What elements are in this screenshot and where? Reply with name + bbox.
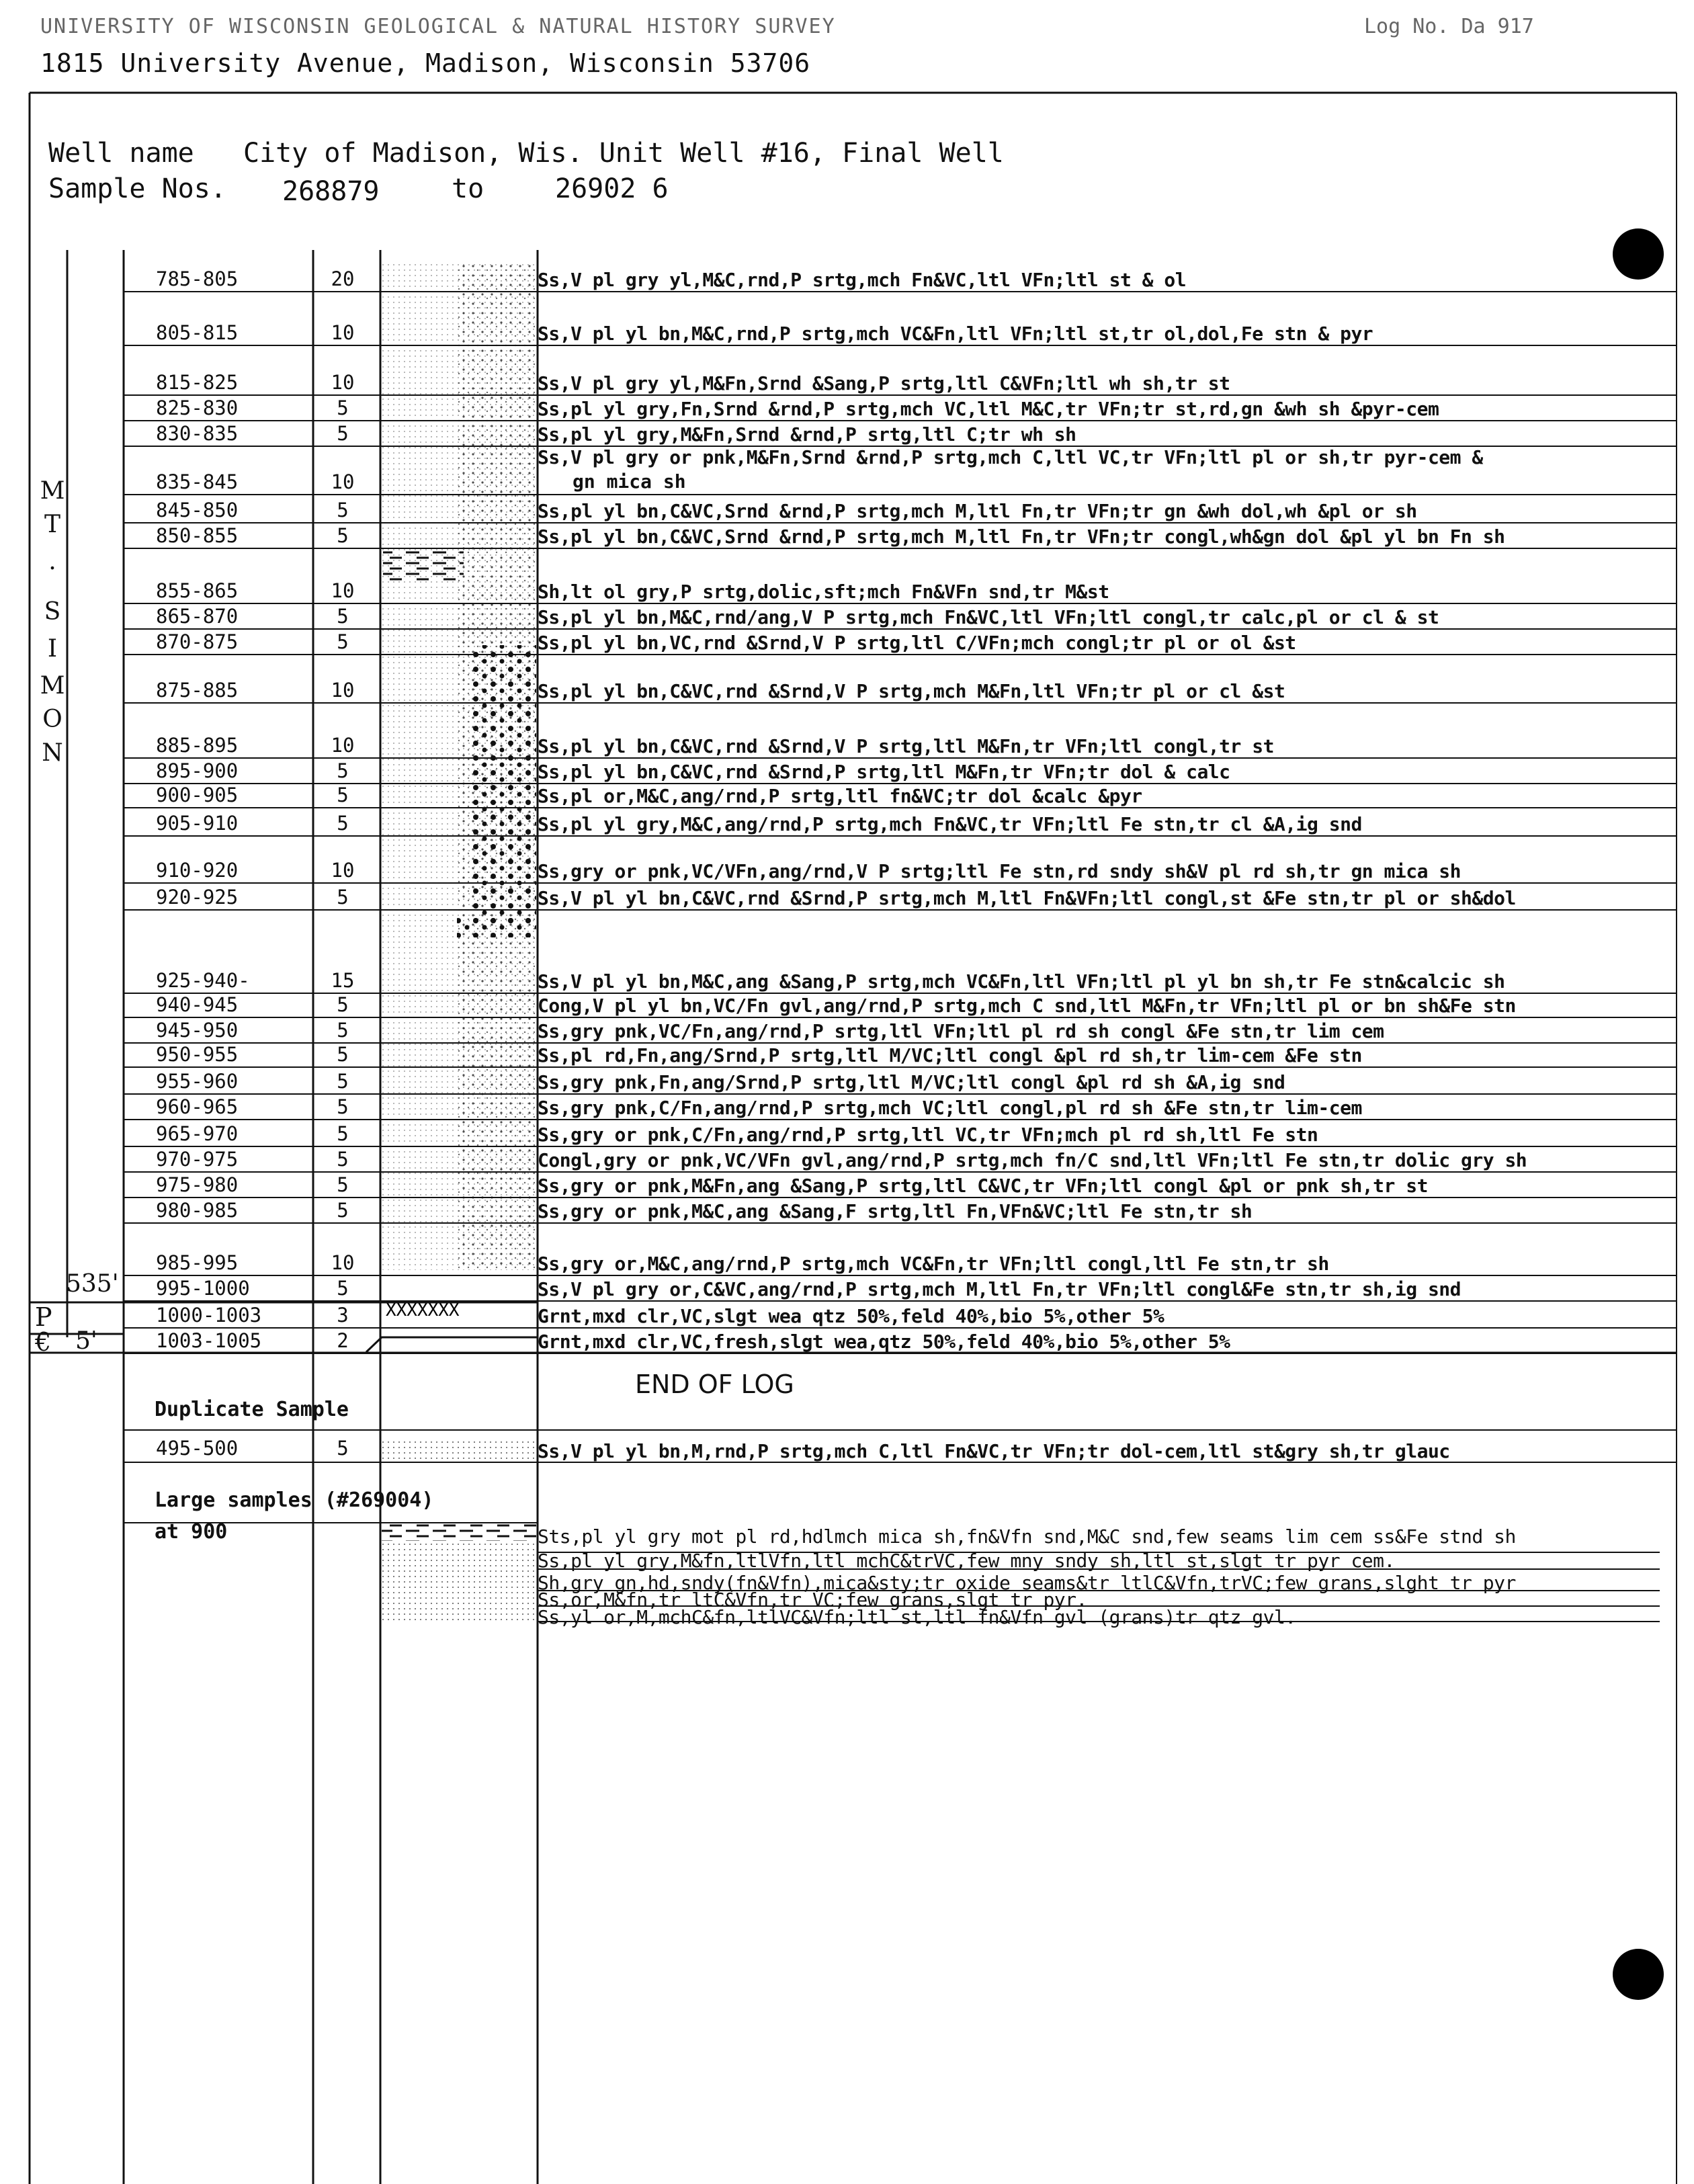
row-description: Ss,gry or pnk,M&C,ang &Sang,F srtg,ltl Fn,VFn&VC;ltl Fe stn,tr sh xyxy=(538,1200,1253,1222)
row-thickness: 15 xyxy=(331,969,355,992)
institution-header: UNIVERSITY OF WISCONSIN GEOLOGICAL & NATURAL HISTORY SURVEY xyxy=(40,15,836,38)
row-thickness: 10 xyxy=(331,679,355,702)
row-thickness: 5 xyxy=(337,524,349,547)
row-thickness: 5 xyxy=(337,1043,349,1066)
row-thickness: 3 xyxy=(337,1304,349,1327)
row-thickness: 5 xyxy=(337,1019,349,1042)
row-thickness: 5 xyxy=(337,1095,349,1118)
row-depth: 850-855 xyxy=(156,524,239,547)
row-depth: 985-995 xyxy=(156,1251,239,1274)
large-sample-line: Ss,yl or,M,mchC&fn,ltlVC&Vfn;ltl st,ltl fn&Vfn gvl (grans)tr qtz gvl. xyxy=(538,1606,1296,1628)
formation-letter: M xyxy=(40,477,65,505)
row-depth: 845-850 xyxy=(156,499,239,521)
row-depth: 835-845 xyxy=(156,470,239,493)
row-description: Ss,V pl yl bn,C&VC,rnd &Srnd,P srtg,mch M,ltl Fn&VFn;ltl congl,st &Fe stn,tr pl or sh&dol xyxy=(538,887,1516,909)
large-sample-line: Sh,gry gn,hd,sndy(fn&Vfn),mica&sty;tr oxide seams&tr ltlC&Vfn,trVC;few grans,slght tr pyr xyxy=(538,1572,1516,1594)
row-depth: 1000-1003 xyxy=(156,1304,262,1327)
log-number: Log No. Da 917 xyxy=(1364,15,1534,38)
row-depth: 895-900 xyxy=(156,759,239,782)
precambrian-p: P xyxy=(35,1302,52,1332)
sample-to-word: to xyxy=(452,173,484,204)
formation-letter: N xyxy=(42,739,63,767)
formation-letter: . xyxy=(48,548,56,575)
row-depth: 950-955 xyxy=(156,1043,239,1066)
row-description: Ss,gry pnk,VC/Fn,ang/rnd,P srtg,ltl VFn;ltl pl rd sh congl &Fe stn,tr lim cem xyxy=(538,1020,1384,1042)
row-thickness: 5 xyxy=(337,422,349,445)
row-depth: 805-815 xyxy=(156,321,239,344)
duplicate-sample-label: Duplicate Sample xyxy=(155,1398,349,1421)
row-description: Ss,V pl yl bn,M&C,ang &Sang,P srtg,mch VC&Fn,ltl VFn;ltl pl yl bn sh,tr Fe stn&calcic sh xyxy=(538,970,1505,993)
duplicate-thickness: 5 xyxy=(337,1437,349,1460)
row-depth: 905-910 xyxy=(156,812,239,835)
row-thickness: 10 xyxy=(331,579,355,602)
row-depth: 980-985 xyxy=(156,1199,239,1222)
row-description: Ss,pl yl bn,VC,rnd &Srnd,V P srtg,ltl C/VFn;mch congl;tr pl or ol &st xyxy=(538,632,1296,654)
row-thickness: 5 xyxy=(337,812,349,835)
row-thickness: 5 xyxy=(337,396,349,419)
row-depth: 900-905 xyxy=(156,784,239,806)
row-depth: 1003-1005 xyxy=(156,1329,262,1352)
row-thickness: 5 xyxy=(337,1070,349,1093)
row-description: Ss,pl yl gry,Fn,Srnd &rnd,P srtg,mch VC,ltl M&C,tr VFn;tr st,rd,gn &wh sh &pyr-cem xyxy=(538,398,1439,420)
well-name: City of Madison, Wis. Unit Well #16, Final Well xyxy=(243,138,1004,169)
formation-letter: M xyxy=(40,672,65,700)
formation-thickness: 535' xyxy=(66,1270,119,1298)
row-depth: 995-1000 xyxy=(156,1277,250,1300)
row-thickness: 10 xyxy=(331,734,355,757)
row-depth: 825-830 xyxy=(156,396,239,419)
row-thickness: 5 xyxy=(337,1148,349,1171)
row-thickness: 10 xyxy=(331,321,355,344)
row-description-cont: gn mica sh xyxy=(573,470,686,493)
row-description: Ss,pl yl bn,M&C,rnd/ang,V P srtg,mch Fn&VC,ltl VFn;ltl congl,tr calc,pl or cl & st xyxy=(538,606,1439,628)
large-sample-line: Ss,pl yl gry,M&fn,ltlVfn,ltl mchC&trVC,few mny sndy sh,ltl st,slgt tr pyr cem. xyxy=(538,1550,1395,1572)
row-thickness: 10 xyxy=(331,470,355,493)
row-thickness: 5 xyxy=(337,993,349,1016)
formation-letter: T xyxy=(44,511,60,538)
row-description: Ss,gry or pnk,C/Fn,ang/rnd,P srtg,ltl VC,tr VFn;mch pl rd sh,ltl Fe stn xyxy=(538,1124,1318,1146)
row-depth: 965-970 xyxy=(156,1122,239,1145)
row-depth: 875-885 xyxy=(156,679,239,702)
punch-hole xyxy=(1613,1949,1664,2000)
formation-letter: I xyxy=(47,635,58,663)
row-description: Ss,pl yl bn,C&VC,Srnd &rnd,P srtg,mch M,ltl Fn,tr VFn;tr gn &wh dol,wh &pl or sh xyxy=(538,500,1417,522)
sample-nos-label: Sample Nos. xyxy=(48,173,226,204)
row-depth: 920-925 xyxy=(156,886,239,909)
row-thickness: 5 xyxy=(337,886,349,909)
row-thickness: 10 xyxy=(331,859,355,882)
row-description: Grnt,mxd clr,VC,slgt wea qtz 50%,feld 40%,bio 5%,other 5% xyxy=(538,1305,1164,1327)
row-description: Ss,pl yl bn,C&VC,Srnd &rnd,P srtg,mch M,ltl Fn,tr VFn;tr congl,wh&gn dol &pl yl bn Fn sh xyxy=(538,526,1505,548)
row-depth: 785-805 xyxy=(156,267,239,290)
row-depth: 870-875 xyxy=(156,630,239,653)
address: 1815 University Avenue, Madison, Wisconsin 53706 xyxy=(40,48,811,78)
row-description: Congl,gry or pnk,VC/VFn gvl,ang/rnd,P srtg,mch fn/C snd,ltl VFn;ltl Fe stn,tr dolic gry sh xyxy=(538,1149,1527,1171)
row-depth: 815-825 xyxy=(156,371,239,394)
row-description: Ss,gry or,M&C,ang/rnd,P srtg,mch VC&Fn,tr VFn;ltl congl,ltl Fe stn,tr sh xyxy=(538,1253,1329,1275)
row-thickness: 5 xyxy=(337,605,349,628)
large-sample-line: Ss,or,M&fn,tr ltC&Vfn,tr VC;few grans,slgt tr pyr. xyxy=(538,1589,1087,1611)
row-thickness: 5 xyxy=(337,1122,349,1145)
row-depth: 910-920 xyxy=(156,859,239,882)
row-depth: 955-960 xyxy=(156,1070,239,1093)
row-depth: 830-835 xyxy=(156,422,239,445)
row-depth: 925-940- xyxy=(156,969,250,992)
formation-letter: O xyxy=(42,706,62,733)
precambrian-thickness: 5' xyxy=(75,1327,97,1355)
row-thickness: 5 xyxy=(337,759,349,782)
row-description: Cong,V pl yl bn,VC/Fn gvl,ang/rnd,P srtg,mch C snd,ltl M&Fn,tr VFn;ltl pl or bn sh&Fe stn xyxy=(538,995,1516,1017)
large-samples-depth: at 900 xyxy=(155,1520,228,1544)
row-thickness: 5 xyxy=(337,1199,349,1222)
row-description: Ss,V pl gry or pnk,M&Fn,Srnd &rnd,P srtg,mch C,ltl VC,tr VFn;ltl pl or sh,tr pyr-cem & xyxy=(538,446,1483,468)
end-of-log: END OF LOG xyxy=(635,1370,794,1399)
large-sample-line: Sts,pl yl gry mot pl rd,hdlmch mica sh,fn&Vfn snd,M&C snd,few seams lim cem ss&Fe stnd sh xyxy=(538,1525,1516,1548)
row-description: Ss,pl yl bn,C&VC,rnd &Srnd,P srtg,ltl M&Fn,tr VFn;tr dol & calc xyxy=(538,761,1230,783)
row-description: Ss,gry or pnk,VC/VFn,ang/rnd,V P srtg;ltl Fe stn,rd sndy sh&V pl rd sh,tr gn mica sh xyxy=(538,860,1462,882)
row-thickness: 20 xyxy=(331,267,355,290)
row-depth: 960-965 xyxy=(156,1095,239,1118)
row-description: Sh,lt ol gry,P srtg,dolic,sft;mch Fn&VFn snd,tr M&st xyxy=(538,581,1109,603)
row-depth: 885-895 xyxy=(156,734,239,757)
row-thickness: 10 xyxy=(331,371,355,394)
row-thickness: 5 xyxy=(337,630,349,653)
row-description: Ss,pl yl gry,M&Fn,Srnd &rnd,P srtg,ltl C;tr wh sh xyxy=(538,423,1076,446)
row-thickness: 5 xyxy=(337,499,349,521)
svg-text:XXXXXXX: XXXXXXX xyxy=(386,1300,460,1320)
duplicate-depth: 495-500 xyxy=(156,1437,239,1460)
row-description: Ss,gry pnk,Fn,ang/Srnd,P srtg,ltl M/VC;ltl congl &pl rd sh &A,ig snd xyxy=(538,1071,1285,1093)
row-thickness: 5 xyxy=(337,784,349,806)
row-description: Ss,pl yl gry,M&C,ang/rnd,P srtg,mch Fn&VC,tr VFn;ltl Fe stn,tr cl &A,ig snd xyxy=(538,813,1362,835)
sample-from: 268879 xyxy=(282,176,380,207)
row-description: Ss,pl yl bn,C&VC,rnd &Srnd,V P srtg,mch M&Fn,ltl VFn;tr pl or cl &st xyxy=(538,680,1285,702)
row-description: Ss,V pl gry yl,M&Fn,Srnd &Sang,P srtg,ltl C&VFn;ltl wh sh,tr st xyxy=(538,372,1230,394)
row-depth: 970-975 xyxy=(156,1148,239,1171)
row-depth: 945-950 xyxy=(156,1019,239,1042)
row-description: Ss,gry pnk,C/Fn,ang/rnd,P srtg,mch VC;ltl congl,pl rd sh &Fe stn,tr lim-cem xyxy=(538,1097,1362,1119)
row-thickness: 2 xyxy=(337,1329,349,1352)
row-description: Grnt,mxd clr,VC,fresh,slgt wea,qtz 50%,feld 40%,bio 5%,other 5% xyxy=(538,1331,1230,1353)
row-depth: 865-870 xyxy=(156,605,239,628)
row-description: Ss,V pl gry yl,M&C,rnd,P srtg,mch Fn&VC,ltl VFn;ltl st & ol xyxy=(538,269,1187,291)
punch-hole xyxy=(1613,228,1664,280)
formation-letter: S xyxy=(44,598,61,626)
row-description: Ss,V pl gry or,C&VC,ang/rnd,P srtg,mch M,ltl Fn,tr VFn;ltl congl&Fe stn,tr sh,ig snd xyxy=(538,1278,1462,1300)
duplicate-description: Ss,V pl yl bn,M,rnd,P srtg,mch C,ltl Fn&VC,tr VFn;tr dol-cem,ltl st&gry sh,tr glauc xyxy=(538,1440,1450,1462)
row-thickness: 10 xyxy=(331,1251,355,1274)
precambrian-c: € xyxy=(35,1327,52,1357)
row-depth: 975-980 xyxy=(156,1173,239,1196)
row-thickness: 5 xyxy=(337,1173,349,1196)
well-name-label: Well name xyxy=(48,138,194,169)
row-depth: 855-865 xyxy=(156,579,239,602)
row-depth: 940-945 xyxy=(156,993,239,1016)
row-thickness: 5 xyxy=(337,1277,349,1300)
row-description: Ss,pl or,M&C,ang/rnd,P srtg,ltl fn&VC;tr dol &calc &pyr xyxy=(538,785,1142,807)
row-description: Ss,V pl yl bn,M&C,rnd,P srtg,mch VC&Fn,ltl VFn;ltl st,tr ol,dol,Fe stn & pyr xyxy=(538,323,1373,345)
row-description: Ss,pl rd,Fn,ang/Srnd,P srtg,ltl M/VC;ltl congl &pl rd sh,tr lim-cem &Fe stn xyxy=(538,1044,1362,1066)
row-description: Ss,gry or pnk,M&Fn,ang &Sang,P srtg,ltl C&VC,tr VFn;ltl congl &pl or pnk sh,tr st xyxy=(538,1175,1428,1197)
large-samples-label: Large samples (#269004) xyxy=(155,1488,434,1512)
row-description: Ss,pl yl bn,C&VC,rnd &Srnd,V P srtg,ltl M&Fn,tr VFn;ltl congl,tr st xyxy=(538,735,1274,757)
sample-to: 26902 6 xyxy=(555,173,669,204)
